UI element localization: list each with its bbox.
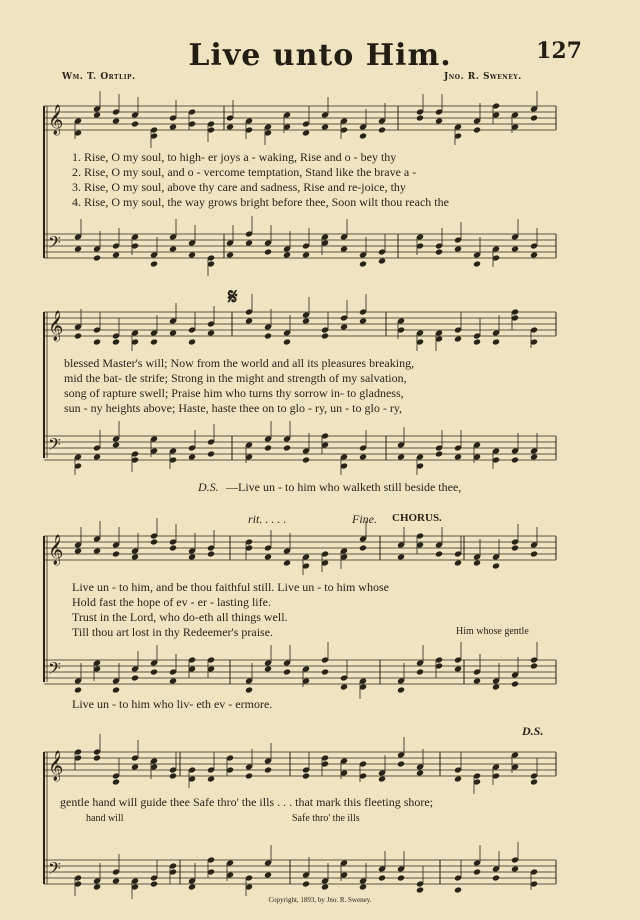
note-head (359, 883, 367, 890)
verse-2-line-2: mid the bat- tle strife; Strong in the might and strength of my salvation, (64, 371, 407, 385)
note-head (112, 251, 120, 258)
note-head (511, 456, 519, 463)
note-head (188, 883, 196, 890)
treble-clef: 𝄞 (48, 751, 64, 781)
note-head (530, 251, 538, 258)
note-head (511, 680, 519, 687)
note-head (226, 123, 234, 130)
note-head (93, 547, 101, 554)
note-head (112, 550, 120, 557)
note-head (245, 317, 253, 324)
note-head (93, 754, 101, 761)
note-head (492, 338, 500, 345)
bass-clef: 𝄢 (48, 658, 61, 682)
verse-2-line-1: 2. Rise, O my soul, and o - vercome temptation, Stand like the brave a - (72, 165, 417, 179)
chorus-heading: CHORUS. (392, 512, 442, 524)
chorus-line-4: Till thou art lost in thy Redeemer's praise. (72, 625, 274, 639)
note-head (150, 880, 158, 887)
note-head (207, 450, 215, 457)
lyricist-credit: Wm. T. Ortlip. (62, 72, 136, 82)
note-head (492, 562, 500, 569)
note-head (530, 778, 538, 785)
fine-mark: Fine. (352, 512, 377, 526)
note-head (131, 553, 139, 560)
note-head (93, 883, 101, 890)
note-head (302, 772, 310, 779)
note-head (397, 553, 405, 560)
note-head (359, 544, 367, 551)
note-head (492, 683, 500, 690)
note-head (530, 114, 538, 121)
note-head (207, 329, 215, 336)
note-head (264, 871, 272, 878)
note-head (169, 544, 177, 551)
note-head (454, 453, 462, 460)
note-head (302, 251, 310, 258)
note-head (359, 317, 367, 324)
note-head (169, 329, 177, 336)
note-head (454, 335, 462, 342)
note-head (473, 126, 481, 133)
note-head (169, 123, 177, 130)
note-head (188, 553, 196, 560)
note-head (245, 239, 253, 246)
note-head (283, 668, 291, 675)
bass-cue-safe: Safe thro' the ills (292, 813, 360, 824)
note-head (321, 332, 329, 339)
note-head (207, 550, 215, 557)
note-head (435, 450, 443, 457)
verse-4-line-2: sun - ny heights above; Haste, haste thee on to glo - ry, un - to glo - ry, (64, 401, 403, 415)
note-head (454, 559, 462, 566)
note-head (264, 444, 272, 451)
note-head (454, 775, 462, 782)
note-head (416, 668, 424, 675)
final-line: gentle hand will guide thee Safe thro' the ills . . . that mark this fleeting shore; (60, 795, 434, 809)
note-head (302, 317, 310, 324)
note-head (321, 668, 329, 675)
note-head (188, 251, 196, 258)
note-head (359, 453, 367, 460)
note-head (473, 677, 481, 684)
note-head (340, 245, 348, 252)
note-head (150, 538, 158, 545)
note-head (264, 665, 272, 672)
note-head (530, 453, 538, 460)
note-head (74, 686, 82, 693)
note-head (150, 668, 158, 675)
note-head (245, 772, 253, 779)
note-head (473, 559, 481, 566)
note-head (131, 120, 139, 127)
verse-1-line-2: blessed Master's will; Now from the world and all its pleasures breaking, (64, 356, 415, 370)
note-head (283, 559, 291, 566)
note-head (112, 877, 120, 884)
note-head (93, 111, 101, 118)
bass-cue-hand-will: hand will (86, 813, 124, 824)
chorus-line-1: Live un - to him, and be thou faithful still. Live un - to him whose (72, 580, 389, 594)
note-head (378, 874, 386, 881)
note-head (511, 544, 519, 551)
note-head (169, 677, 177, 684)
note-head (454, 665, 462, 672)
treble-clef: 𝄞 (48, 535, 64, 565)
note-head (416, 886, 424, 893)
note-head (93, 453, 101, 460)
note-head (207, 775, 215, 782)
note-head (112, 117, 120, 124)
note-head (321, 123, 329, 130)
treble-clef: 𝄞 (48, 311, 64, 341)
note-head (302, 880, 310, 887)
note-head (435, 248, 443, 255)
chorus-line-3: Trust in the Lord, who do-eth all things well. (72, 610, 288, 624)
verse-3-line-2: song of rapture swell; Praise him who turns thy sorrow in- to gladness, (64, 386, 404, 400)
note-head (340, 683, 348, 690)
note-head (473, 338, 481, 345)
hymn-title: Live unto Him. (188, 38, 452, 73)
note-head (93, 338, 101, 345)
bass-lyric-chorus: Live un - to him who liv- eth ev - ermore. (72, 697, 273, 711)
note-head (264, 332, 272, 339)
note-head (454, 245, 462, 252)
note-head (397, 686, 405, 693)
note-head (302, 129, 310, 136)
note-head (131, 763, 139, 770)
note-head (74, 547, 82, 554)
note-head (188, 338, 196, 345)
note-head (264, 766, 272, 773)
note-head (112, 778, 120, 785)
note-head (511, 865, 519, 872)
note-head (378, 775, 386, 782)
note-head (264, 248, 272, 255)
ritardando-mark: rit. . . . . (248, 512, 287, 526)
note-head (283, 338, 291, 345)
note-head (74, 245, 82, 252)
note-head (473, 260, 481, 267)
note-head (530, 550, 538, 557)
note-head (416, 769, 424, 776)
note-head (435, 550, 443, 557)
segno-sign: 𝄋 (228, 284, 238, 310)
note-head (378, 126, 386, 133)
note-head (454, 886, 462, 893)
note-head (112, 686, 120, 693)
verse-4-line-1: 4. Rise, O my soul, the way grows bright before thee, Soon wilt thou reach the (72, 195, 449, 209)
note-head (226, 251, 234, 258)
note-head (397, 453, 405, 460)
note-head (245, 686, 253, 693)
note-head (302, 456, 310, 463)
note-head (169, 772, 177, 779)
copyright-notice: Copyright, 1893, by Jno. R. Sweney. (268, 896, 372, 904)
chorus-line-2: Hold fast the hope of ev - er - lasting life. (72, 595, 271, 609)
note-head (530, 662, 538, 669)
note-head (112, 338, 120, 345)
note-head (340, 323, 348, 330)
note-head (359, 132, 367, 139)
note-head (150, 260, 158, 267)
verse-1-line-1: 1. Rise, O my soul, to high- er joys a - waking, Rise and o - bey thy (72, 150, 397, 164)
note-head (188, 453, 196, 460)
note-head (283, 444, 291, 451)
composer-credit: Jno. R. Sweney. (444, 72, 522, 82)
note-head (435, 117, 443, 124)
note-head (397, 760, 405, 767)
note-head (511, 245, 519, 252)
note-head (112, 441, 120, 448)
note-head (416, 114, 424, 121)
ds-end-mark: D.S. (522, 724, 544, 738)
note-head (169, 245, 177, 252)
note-head (93, 254, 101, 261)
note-head (321, 883, 329, 890)
note-head (283, 251, 291, 258)
treble-clef: 𝄞 (48, 105, 64, 135)
note-head (378, 257, 386, 264)
note-head (397, 874, 405, 881)
note-head (264, 553, 272, 560)
ds-label: D.S. (198, 480, 219, 494)
note-head (492, 874, 500, 881)
note-head (359, 260, 367, 267)
note-head (131, 674, 139, 681)
bass-cue-chorus: Him whose gentle (456, 626, 529, 637)
ds-lyric: —Live un - to him who walketh still beside thee, (226, 480, 462, 494)
bass-clef: 𝄢 (48, 858, 61, 882)
bass-clef: 𝄢 (48, 232, 61, 256)
note-head (473, 868, 481, 875)
bass-clef: 𝄢 (48, 434, 61, 458)
page-number: 127 (536, 38, 582, 64)
note-head (150, 338, 158, 345)
verse-3-line-1: 3. Rise, O my soul, above thy care and sadness, Rise and re-joice, thy (72, 180, 406, 194)
note-head (74, 332, 82, 339)
